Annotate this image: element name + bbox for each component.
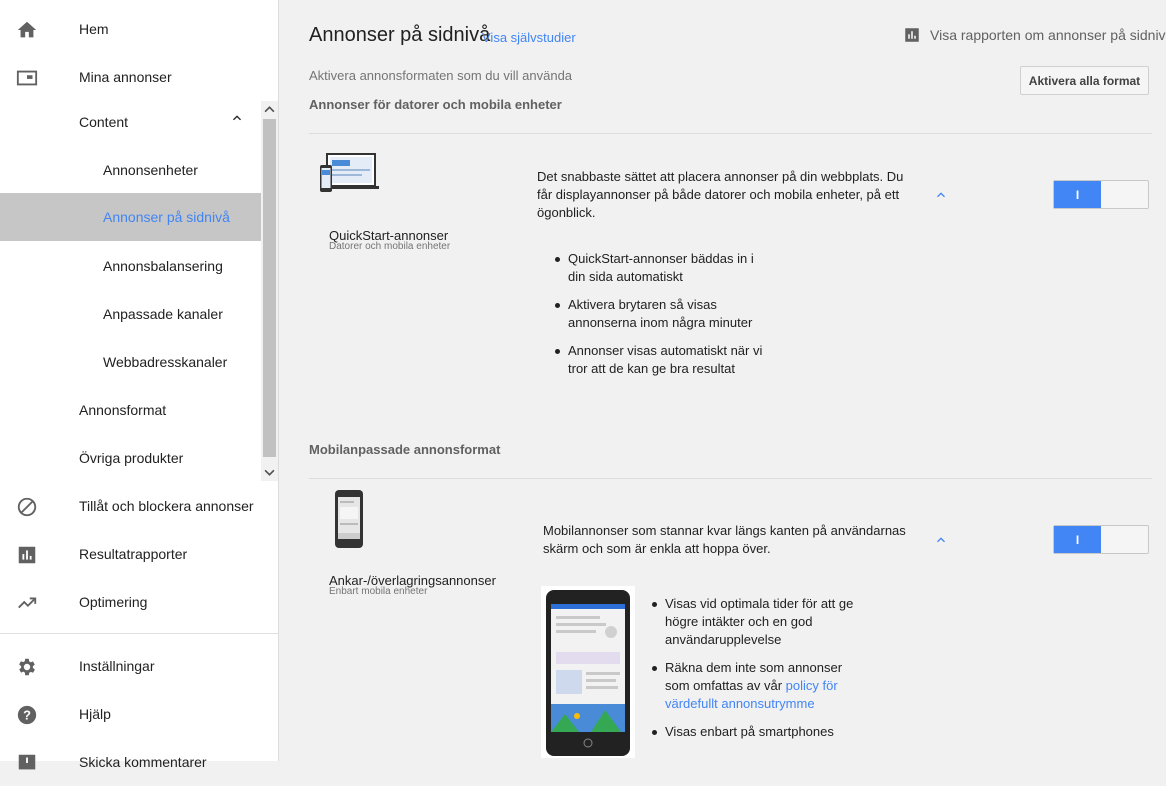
home-icon	[16, 19, 38, 41]
chevron-up-icon[interactable]	[933, 532, 949, 548]
sidebar-item-allow-block[interactable]	[0, 482, 261, 530]
format-description-anchor: Mobilannonser som stannar kvar längs kanten på användarnas skärm och som är enkla att hoppa över.	[543, 523, 906, 556]
sidebar-item-label: Skicka kommentarer	[79, 754, 207, 770]
tutorial-link[interactable]: Visa självstudier	[482, 30, 576, 45]
help-icon	[16, 704, 38, 726]
chevron-up-icon[interactable]	[229, 110, 245, 129]
sidebar-scrollbar[interactable]	[261, 101, 278, 481]
list-item: Visas enbart på smartphones	[652, 723, 867, 741]
sidebar-item-label: Inställningar	[79, 658, 155, 674]
desktop-mobile-illustration	[319, 152, 379, 196]
sidebar-item-label: Hjälp	[79, 706, 111, 722]
toggle-on-label: I	[1054, 526, 1101, 553]
section-divider	[309, 478, 1152, 479]
sidebar-item-page-level-ads[interactable]	[0, 193, 261, 241]
scroll-down-icon[interactable]	[264, 467, 275, 478]
format-description-quickstart: Det snabbaste sättet att placera annonser på din webbplats. Du får displayannonser på både datorer och mobila enheter, på ett ögonblick.	[537, 169, 904, 220]
list-item: QuickStart-annonser bäddas in i din sida automatiskt	[555, 250, 770, 286]
list-item: Annonser visas automatiskt när vi tror att de kan ge bra resultat	[555, 342, 770, 378]
sidebar-item-label: Övriga produkter	[79, 450, 184, 466]
sidebar-item-feedback[interactable]	[0, 738, 261, 786]
sidebar-item-label: Annonser på sidnivå	[103, 209, 230, 225]
sidebar-item-label: Content	[79, 114, 129, 130]
sidebar-item-label: Webbadresskanaler	[103, 354, 228, 370]
sidebar-item-ad-formats[interactable]	[0, 386, 261, 434]
sidebar-item-content[interactable]	[0, 98, 261, 146]
trending-up-icon	[16, 592, 38, 614]
bar-chart-icon	[903, 26, 921, 44]
sidebar-item-label: Annonsenheter	[103, 162, 198, 178]
section-heading-desktop-mobile: Annonser för datorer och mobila enheter	[309, 97, 562, 112]
sidebar-item-label: Annonsformat	[79, 402, 167, 418]
sidebar-item-label: Tillåt och blockera annonser	[79, 498, 254, 514]
list-item: Aktivera brytaren så visas annonserna inom några minuter	[555, 296, 770, 332]
toggle-on-label: I	[1054, 181, 1101, 208]
page-subtitle: Aktivera annonsformaten som du vill använda	[309, 68, 573, 83]
quickstart-bullet-list	[555, 250, 770, 388]
svg-text:?: ?	[23, 707, 31, 723]
format-name-quickstart: QuickStart-annonser	[329, 228, 449, 243]
main-content	[279, 0, 1166, 761]
feedback-icon	[16, 752, 38, 774]
gear-icon	[16, 656, 38, 678]
anchor-ad-phone-illustration	[541, 586, 635, 758]
sidebar-item-other-products[interactable]	[0, 434, 261, 482]
sidebar-item-url-channels[interactable]	[0, 338, 261, 386]
chevron-up-icon[interactable]	[933, 187, 949, 203]
sidebar-item-label: Anpassade kanaler	[103, 306, 223, 322]
sidebar-item-label: Optimering	[79, 594, 148, 610]
sidebar	[0, 0, 279, 770]
sidebar-item-optimization[interactable]	[0, 578, 261, 626]
section-heading-mobile: Mobilanpassade annonsformat	[309, 442, 501, 457]
sidebar-divider	[0, 633, 279, 634]
scroll-up-icon[interactable]	[264, 104, 275, 115]
ads-icon	[16, 67, 38, 89]
block-icon	[16, 496, 38, 518]
list-item: Visas vid optimala tider för att ge högre intäkter och en god användarupplevelse	[652, 595, 867, 649]
activate-all-button[interactable]: Aktivera alla format	[1020, 66, 1149, 95]
policy-link[interactable]: policy för värdefullt annonsutrymme	[665, 678, 838, 711]
sidebar-item-label: Annonsbalansering	[103, 258, 223, 274]
format-name-anchor: Ankar-/överlagringsannonser	[329, 573, 496, 588]
sidebar-item-ad-units[interactable]	[0, 146, 261, 194]
sidebar-item-my-ads[interactable]	[0, 53, 261, 101]
sidebar-item-help[interactable]	[0, 690, 261, 738]
phone-illustration	[334, 489, 364, 549]
report-link-label: Visa rapporten om annonser på sidniv	[930, 27, 1166, 43]
scrollbar-thumb[interactable]	[263, 119, 276, 457]
format-sub-anchor: Enbart mobila enheter	[329, 586, 428, 597]
bar-chart-icon	[16, 544, 38, 566]
sidebar-item-settings[interactable]	[0, 642, 261, 690]
sidebar-item-label: Mina annonser	[79, 69, 172, 85]
sidebar-item-home[interactable]	[0, 5, 261, 53]
list-item	[652, 659, 867, 713]
sidebar-item-ad-balance[interactable]	[0, 242, 261, 290]
quickstart-toggle[interactable]	[1053, 180, 1149, 209]
sidebar-item-label: Hem	[79, 21, 109, 37]
section-divider	[309, 133, 1152, 134]
bullet-text: Räkna dem inte som annonser som omfattas av vår	[665, 660, 843, 693]
page-title: Annonser på sidnivå	[309, 24, 491, 46]
sidebar-item-label: Resultatrapporter	[79, 546, 188, 562]
sidebar-item-custom-channels[interactable]	[0, 290, 261, 338]
anchor-toggle[interactable]	[1053, 525, 1149, 554]
sidebar-item-reports[interactable]	[0, 530, 261, 578]
report-link[interactable]	[903, 26, 1166, 44]
anchor-bullet-list	[652, 595, 867, 751]
format-sub-quickstart: Datorer och mobila enheter	[329, 241, 451, 252]
